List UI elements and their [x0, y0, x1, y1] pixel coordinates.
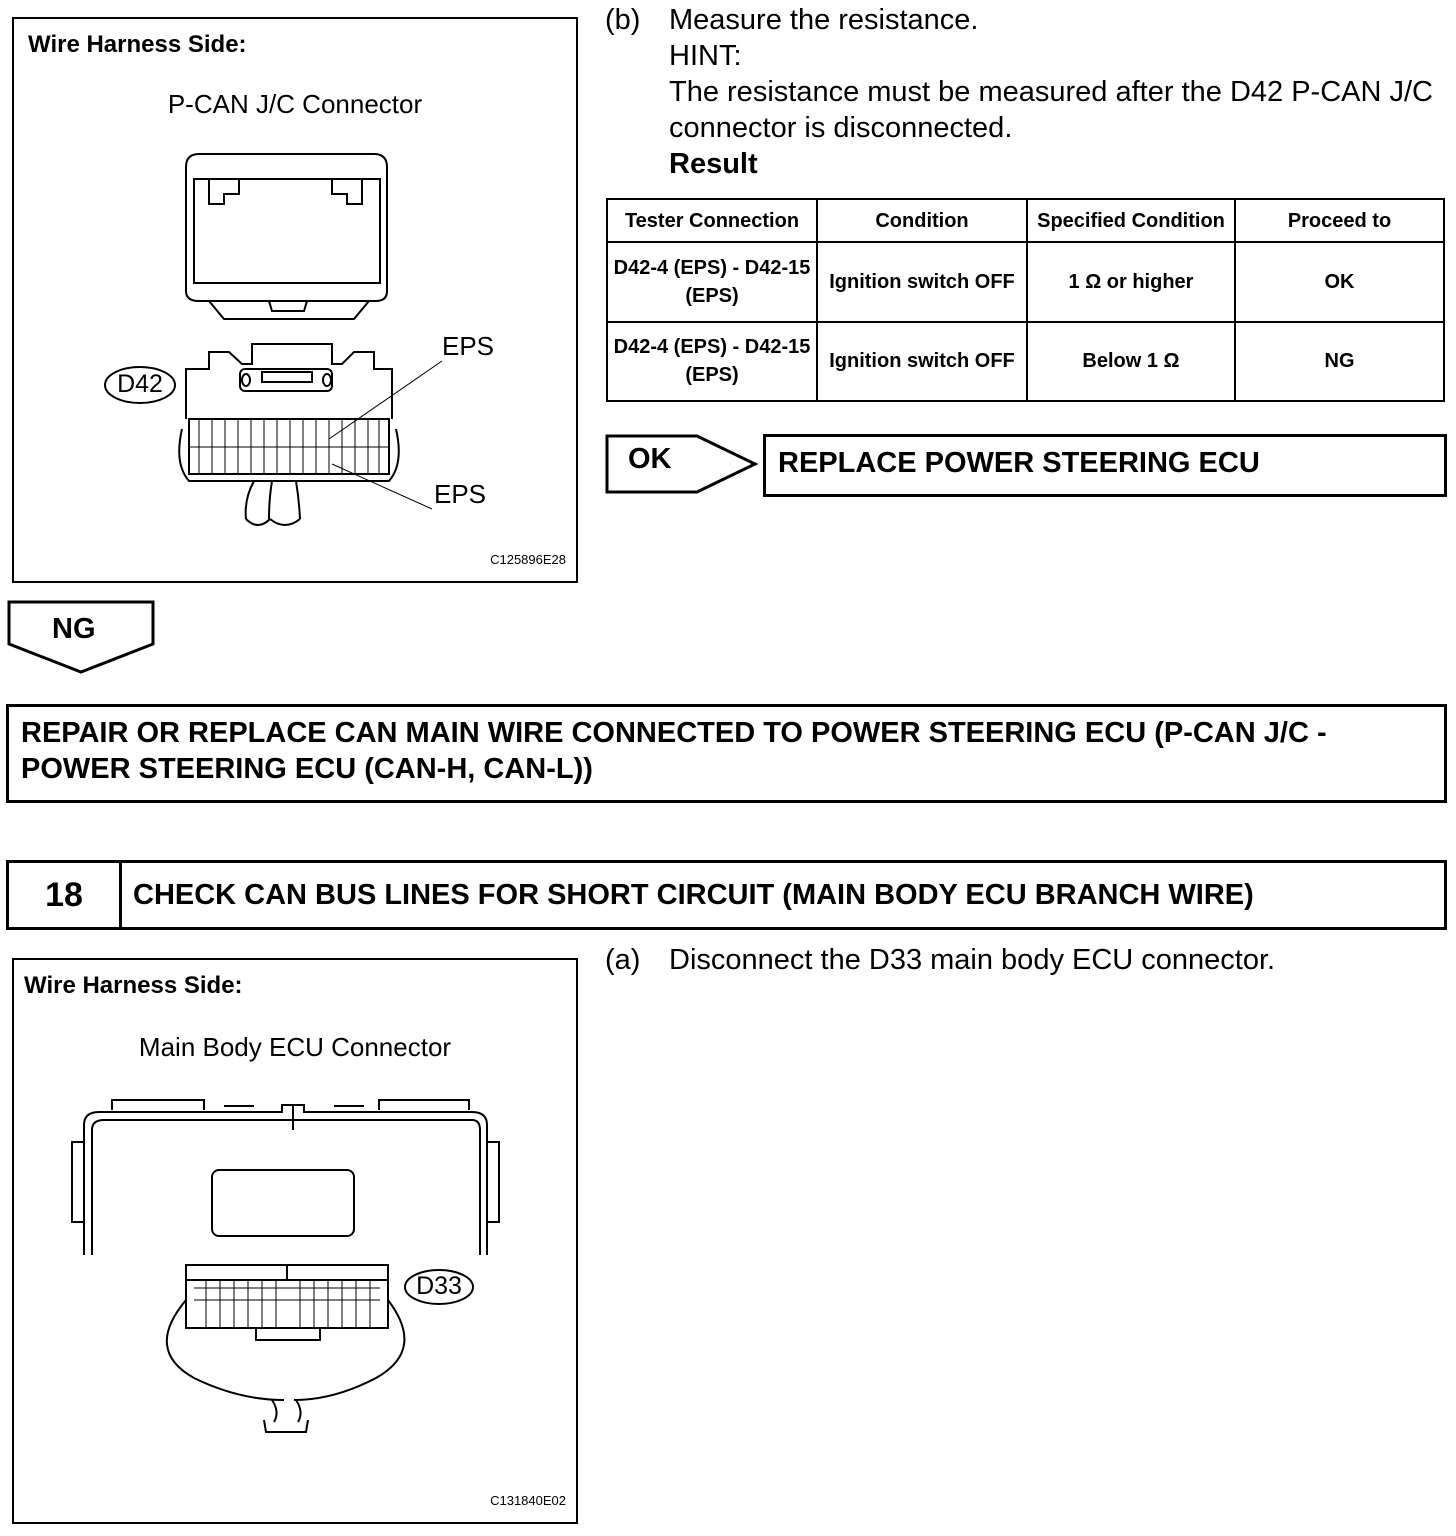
step-a-text: Disconnect the D33 main body ECU connector. [669, 944, 1276, 976]
step-b [605, 2, 1456, 192]
cell-condition: Ignition switch OFF [817, 242, 1027, 321]
figure-title: Wire Harness Side: [28, 31, 247, 58]
step18-divider [119, 863, 122, 927]
figure-subtitle: Main Body ECU Connector [138, 1032, 452, 1062]
table-header-row [607, 199, 1444, 242]
cell-specified-condition: 1 Ω or higher [1027, 242, 1235, 321]
callout-eps-top: EPS [442, 331, 495, 361]
step-b-text: Measure the resistance. [669, 4, 979, 36]
cell-tester-connection: D42-4 (EPS) - D42-15 (EPS) [607, 322, 817, 401]
ng-action-line2: POWER STEERING ECU (CAN-H, CAN-L)) [21, 753, 593, 785]
result-label: Result [669, 148, 758, 180]
figure-main-body-ecu-connector [12, 958, 578, 1524]
callout-eps-bottom: EPS [434, 479, 487, 509]
hint-text: The resistance must be measured after the D42 P-CAN J/C connector is disconnected. [669, 76, 1433, 144]
cell-condition: Ignition switch OFF [817, 322, 1027, 401]
step18-title: CHECK CAN BUS LINES FOR SHORT CIRCUIT (MAIN BODY ECU BRANCH WIRE) [133, 879, 1254, 911]
header-tester-connection: Tester Connection [607, 199, 817, 242]
hint-label: HINT: [669, 40, 742, 72]
figure-title: Wire Harness Side: [24, 972, 243, 999]
cell-proceed-to: OK [1235, 242, 1444, 321]
connector-label-d42: D42 [117, 370, 163, 398]
result-table [606, 198, 1445, 402]
connector-label-d33: D33 [416, 1272, 462, 1300]
step18-header [6, 860, 1447, 930]
figure-subtitle: P-CAN J/C Connector [167, 89, 423, 119]
step-b-body [669, 2, 1456, 182]
p-can-jc-connector-diagram [14, 19, 580, 585]
step-b-label: (b) [605, 4, 641, 36]
header-proceed-to: Proceed to [1235, 199, 1444, 242]
cell-proceed-to: NG [1235, 322, 1444, 401]
ok-action-box [763, 434, 1447, 497]
header-condition: Condition [817, 199, 1027, 242]
ok-arrow-label: OK [628, 443, 672, 475]
ng-action-line1: REPAIR OR REPLACE CAN MAIN WIRE CONNECTED TO POWER STEERING ECU (P-CAN J/C - [21, 717, 1327, 749]
ng-arrow-label: NG [52, 613, 96, 645]
figure-code: C131840E02 [490, 1493, 566, 1508]
table-row [607, 322, 1444, 401]
figure-code: C125896E28 [490, 552, 566, 567]
header-specified-condition: Specified Condition [1027, 199, 1235, 242]
ng-action-box [6, 704, 1447, 803]
cell-tester-connection: D42-4 (EPS) - D42-15 (EPS) [607, 242, 817, 321]
cell-specified-condition: Below 1 Ω [1027, 322, 1235, 401]
ok-action-text: REPLACE POWER STEERING ECU [778, 447, 1260, 479]
main-body-ecu-connector-diagram [14, 960, 580, 1526]
table-row [607, 242, 1444, 321]
step18-number: 18 [45, 876, 83, 914]
step-a [605, 942, 1456, 982]
figure-p-can-jc-connector [12, 17, 578, 583]
step-a-label: (a) [605, 944, 641, 976]
